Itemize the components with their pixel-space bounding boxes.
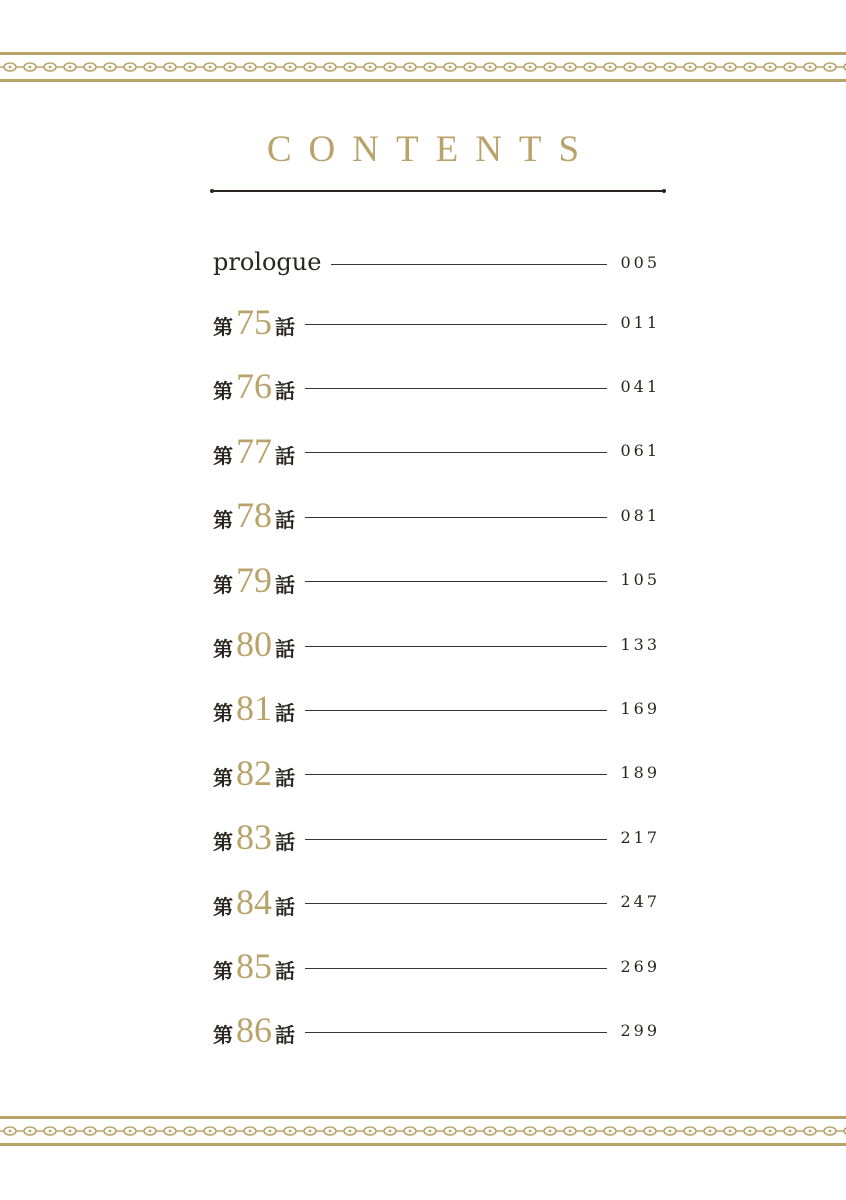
- leader-line: [331, 264, 607, 265]
- contents-title: CONTENTS: [266, 129, 597, 170]
- chapter-prefix: 第: [213, 637, 233, 661]
- chapter-suffix: 話: [275, 765, 295, 790]
- chapter-number: 80: [236, 624, 272, 664]
- chapter-number: 81: [236, 688, 272, 729]
- page-number: 081: [620, 505, 660, 525]
- page-number: 005: [620, 252, 660, 272]
- chapter-prefix: 第: [213, 1023, 233, 1048]
- page-number: 169: [620, 698, 660, 718]
- chapter-number: 79: [236, 559, 272, 600]
- chapter-prefix: 第: [213, 315, 233, 339]
- toc-entry-label: [213, 248, 321, 276]
- chapter-prefix: 第: [213, 701, 233, 726]
- chapter-suffix: 話: [275, 315, 295, 339]
- toc-entry-label: [213, 688, 295, 729]
- chapter-prefix: 第: [213, 959, 233, 983]
- toc-entry-chapter[interactable]: [213, 941, 660, 991]
- chapter-prefix: 第: [213, 830, 233, 855]
- chapter-number: 86: [236, 1010, 272, 1051]
- leader-line: [305, 839, 607, 840]
- toc-entry-chapter[interactable]: [213, 490, 660, 540]
- chapter-suffix: 話: [275, 572, 295, 597]
- page-number: 011: [620, 312, 660, 332]
- leader-line: [305, 903, 607, 904]
- chapter-suffix: 話: [275, 443, 295, 468]
- toc-entry-label: [213, 430, 295, 471]
- toc-entry-chapter[interactable]: [213, 426, 660, 476]
- toc-entry-chapter[interactable]: [213, 1005, 660, 1055]
- chapter-number: 75: [236, 302, 272, 342]
- leader-line: [305, 1032, 607, 1033]
- page-number: 041: [620, 376, 660, 396]
- toc-entry-label: [213, 817, 295, 858]
- chapter-prefix: 第: [213, 572, 233, 597]
- chapter-number: 82: [236, 752, 272, 793]
- leader-line: [305, 710, 607, 711]
- page-number: 189: [620, 763, 660, 783]
- leader-line: [305, 774, 607, 775]
- toc-entry-label: [213, 1010, 295, 1051]
- chapter-prefix: 第: [213, 894, 233, 919]
- toc-entry-chapter[interactable]: [213, 748, 660, 798]
- chapter-suffix: 話: [275, 637, 295, 661]
- toc-entry-chapter[interactable]: [213, 877, 660, 927]
- toc-entry-chapter[interactable]: [213, 297, 660, 347]
- prologue-label: prologue: [213, 248, 322, 276]
- toc-entry-chapter[interactable]: [213, 619, 660, 669]
- chapter-prefix: 第: [213, 508, 233, 533]
- page-number: 299: [620, 1020, 660, 1040]
- chapter-number: 78: [236, 495, 272, 536]
- chapter-suffix: 話: [275, 701, 295, 726]
- leader-line: [305, 452, 607, 453]
- leader-line: [305, 968, 607, 969]
- chapter-suffix: 話: [275, 830, 295, 855]
- toc-entry-label: [213, 366, 295, 407]
- bottom-ornamental-border: [0, 1116, 846, 1146]
- page-number: 247: [620, 892, 660, 912]
- chapter-suffix: 話: [275, 959, 295, 983]
- chapter-number: 76: [236, 366, 272, 407]
- chapter-number: 83: [236, 817, 272, 858]
- chapter-number: 85: [236, 946, 272, 986]
- leader-line: [305, 581, 607, 582]
- chapter-suffix: 話: [275, 894, 295, 919]
- toc-entry-label: [213, 626, 295, 662]
- toc-entry-label: [213, 495, 295, 536]
- chapter-prefix: 第: [213, 765, 233, 790]
- chapter-suffix: 話: [275, 379, 295, 404]
- page-number: 217: [620, 827, 660, 847]
- chapter-prefix: 第: [213, 443, 233, 468]
- page-number: 133: [620, 634, 660, 654]
- toc-entry-label: [213, 304, 295, 340]
- page-number: 061: [620, 441, 660, 461]
- toc-entry-chapter[interactable]: [213, 555, 660, 605]
- page-number: 269: [620, 956, 660, 976]
- chapter-number: 84: [236, 881, 272, 922]
- toc-entry-label: [213, 752, 295, 793]
- leader-line: [305, 324, 607, 325]
- toc-entry-label: [213, 881, 295, 922]
- toc-entry-prologue[interactable]: [213, 237, 660, 287]
- toc-entry-chapter[interactable]: [213, 683, 660, 733]
- leader-line: [305, 646, 607, 647]
- toc-entry-chapter[interactable]: [213, 361, 660, 411]
- chapter-number: 77: [236, 430, 272, 471]
- toc-entry-label: [213, 559, 295, 600]
- chapter-suffix: 話: [275, 508, 295, 533]
- chapter-prefix: 第: [213, 379, 233, 404]
- leader-line: [305, 388, 607, 389]
- page-number: 105: [620, 570, 660, 590]
- leader-line: [305, 517, 607, 518]
- toc-entry-chapter[interactable]: [213, 812, 660, 862]
- chapter-suffix: 話: [275, 1023, 295, 1048]
- toc-entry-label: [213, 948, 295, 984]
